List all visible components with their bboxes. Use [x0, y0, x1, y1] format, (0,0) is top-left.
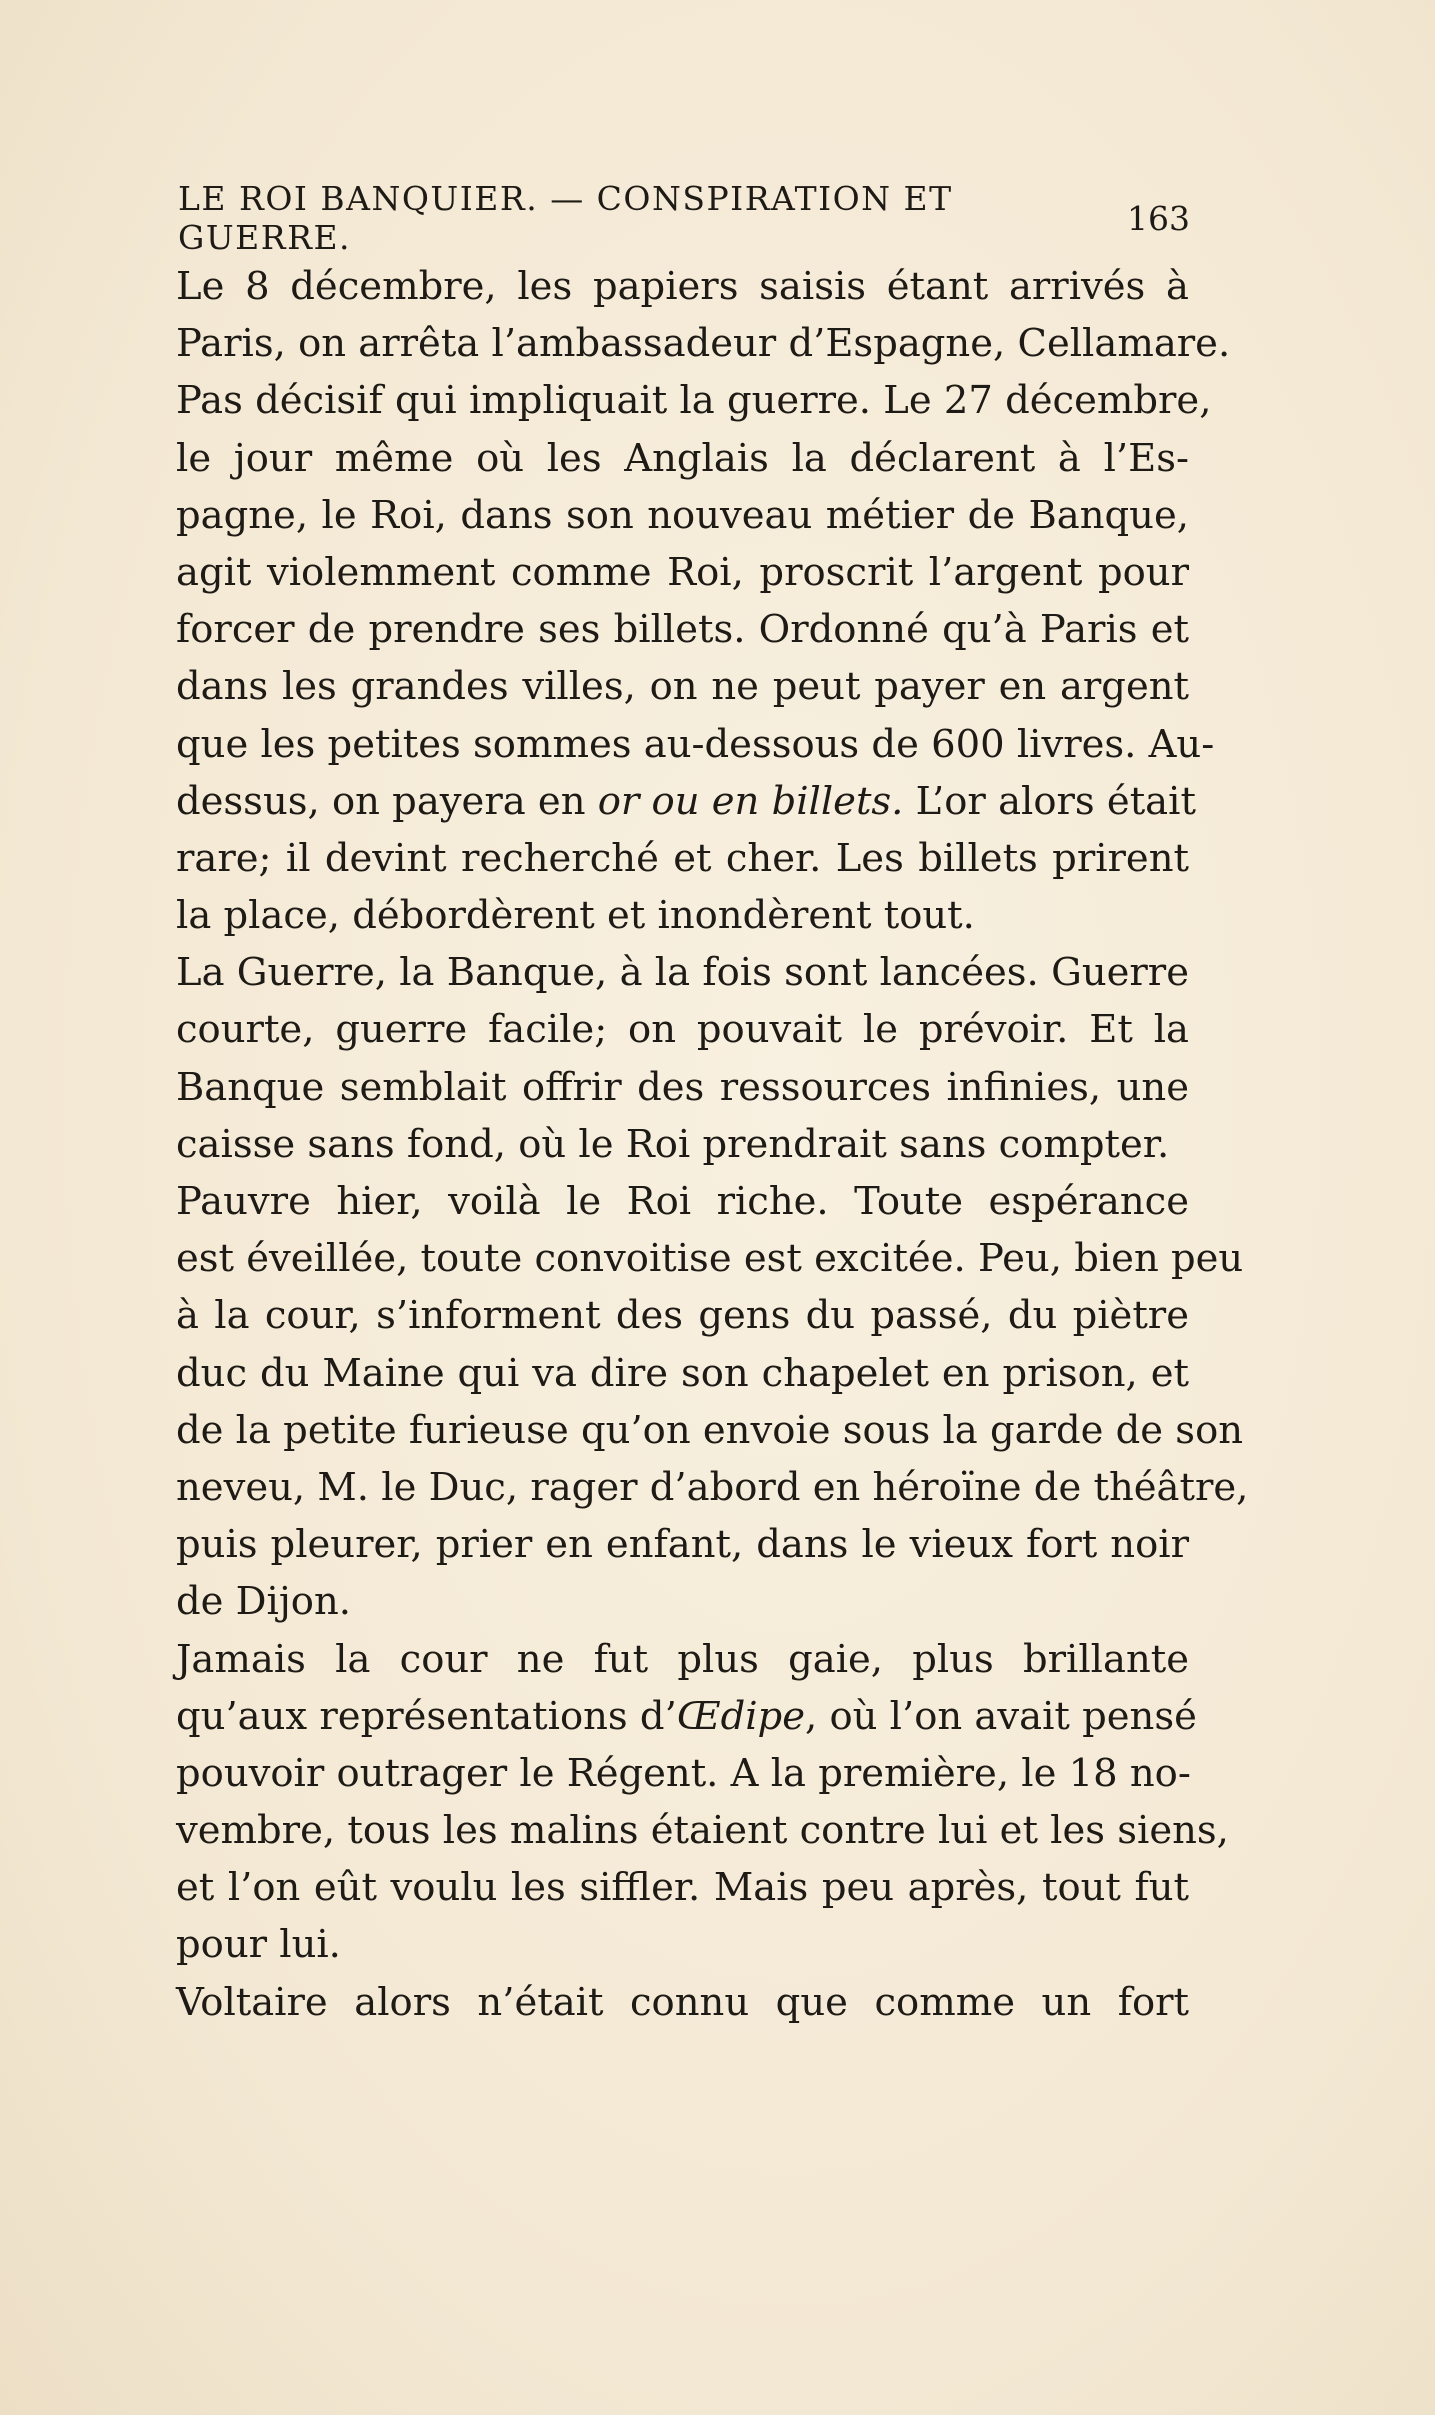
text-line: à la cour, s’informent des gens du passé, du piètre: [176, 1293, 1189, 1339]
text-line: puis pleurer, prier en enfant, dans le vieux fort noir: [176, 1522, 1189, 1568]
italic-phrase: or ou en billets.: [597, 778, 904, 824]
text-line: est éveillée, toute convoitise est excitée. Peu, bien peu: [176, 1236, 1244, 1282]
text-line: de Dijon.: [176, 1579, 351, 1625]
running-head: [178, 179, 1190, 257]
running-head-title: LE ROI BANQUIER. — CONSPIRATION ET GUERRE.: [178, 179, 953, 257]
page-number: 163: [1127, 198, 1190, 238]
text-line-with-italic: [176, 773, 1196, 830]
text-line: Paris, on arrêta l’ambassadeur d’Espagne, Cellamare.: [176, 321, 1231, 367]
italic-title: Œdipe: [676, 1693, 805, 1739]
paragraph-2: [176, 944, 1189, 1173]
text-line: de la petite furieuse qu’on envoie sous la garde de son: [176, 1407, 1244, 1453]
text-line: Pas décisif qui impliquait la guerre. Le 27 décembre,: [176, 378, 1212, 424]
text-line: agit violemment comme Roi, proscrit l’argent pour: [176, 549, 1189, 595]
body-text: [176, 258, 1249, 2031]
text-segment: dessus, on payera en: [176, 778, 598, 824]
text-line: dans les grandes villes, on ne peut payer en argent: [176, 664, 1189, 710]
text-line: pour lui.: [176, 1922, 341, 1968]
text-line: la place, débordèrent et inondèrent tout.: [176, 893, 975, 939]
text-line: neveu, M. le Duc, rager d’abord en héroïne de théâtre,: [176, 1464, 1249, 1510]
text-line: Jamais la cour ne fut plus gaie, plus brillante: [176, 1636, 1189, 1682]
paragraph-4: [176, 1631, 1229, 1974]
text-line: vembre, tous les malins étaient contre lui et les siens,: [176, 1808, 1229, 1854]
text-line: La Guerre, la Banque, à la fois sont lancées. Guerre: [176, 950, 1189, 996]
text-segment: qu’aux représentations d’: [176, 1693, 677, 1739]
text-line: duc du Maine qui va dire son chapelet en prison, et: [176, 1350, 1189, 1396]
text-line: Pauvre hier, voilà le Roi riche. Toute espérance: [176, 1179, 1189, 1224]
text-line: et l’on eût voulu les siffler. Mais peu après, tout fut: [176, 1865, 1189, 1911]
text-line-with-italic: [176, 1688, 1197, 1745]
text-line: rare; il devint recherché et cher. Les billets prirent: [176, 835, 1189, 881]
text-line: Banque semblait offrir des ressources infinies, une: [176, 1064, 1189, 1110]
text-segment: L’or alors était: [903, 778, 1196, 824]
text-line: le jour même où les Anglais la déclarent à l’Es-: [176, 435, 1189, 481]
text-line: que les petites sommes au-dessous de 600 livres. Au-: [176, 721, 1215, 767]
text-line: Le 8 décembre, les papiers saisis étant arrivés à: [176, 264, 1189, 309]
text-segment: , où l’on avait pensé: [804, 1693, 1197, 1739]
text-line: Voltaire alors n’était connu que comme un fort: [176, 1979, 1189, 2025]
paragraph-5: [176, 1974, 1189, 2031]
text-line: pouvoir outrager le Régent. A la première, le 18 no-: [176, 1750, 1191, 1796]
paragraph-3: [176, 1173, 1249, 1631]
text-line: caisse sans fond, où le Roi prendrait sans compter.: [176, 1121, 1170, 1167]
text-line: courte, guerre facile; on pouvait le prévoir. Et la: [176, 1007, 1189, 1053]
text-line: pagne, le Roi, dans son nouveau métier de Banque,: [176, 492, 1189, 538]
text-line: forcer de prendre ses billets. Ordonné qu’à Paris et: [176, 607, 1189, 653]
paragraph-1: [176, 258, 1231, 944]
